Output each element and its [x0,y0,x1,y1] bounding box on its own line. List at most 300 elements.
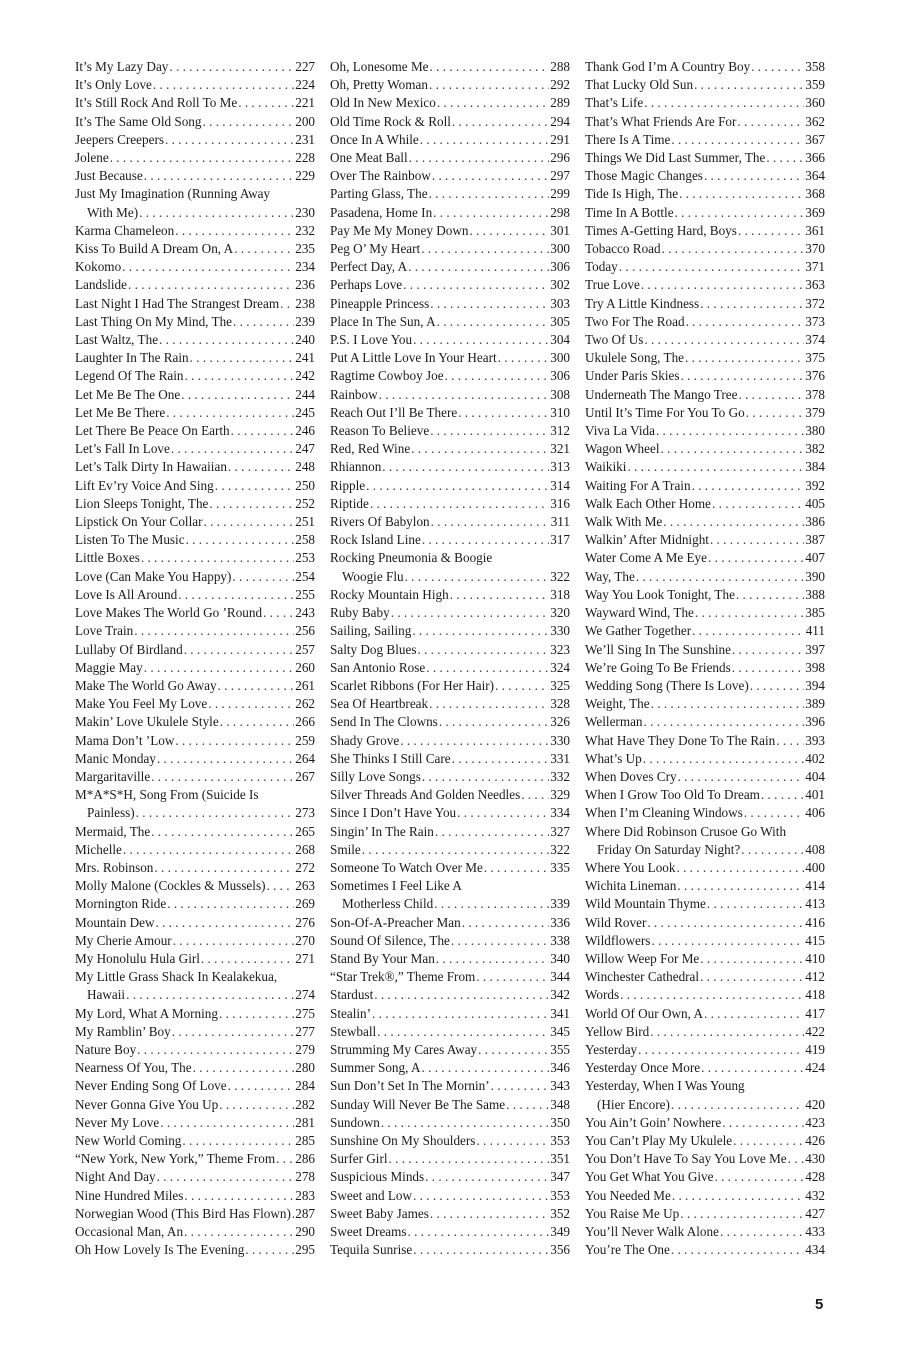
index-entry-line [330,1132,570,1150]
index-column-1 [75,58,315,1259]
page-ref: 407 [805,550,825,566]
page-ref: 330 [550,732,570,748]
page-ref: 405 [805,495,825,511]
index-entry [330,1223,570,1241]
song-title: Oh How Lovely Is The Evening [75,1242,245,1258]
index-entry-line [75,76,315,94]
index-entry-line [330,331,570,349]
dot-leader [704,167,804,185]
page-ref: 394 [805,677,825,693]
song-title: Stardust [330,987,374,1003]
index-entry-line [585,1114,825,1132]
song-title: Mama Don’t ’Low [75,732,175,748]
dot-leader [636,568,804,586]
song-title: Just Because [75,168,143,184]
song-title: Molly Malone (Cockles & Mussels) [75,878,266,894]
page-ref: 367 [805,131,825,147]
index-entry [75,1096,315,1114]
song-title: Sweet Dreams [330,1224,407,1239]
page-ref: 370 [805,241,825,257]
page-ref: 406 [805,805,825,821]
index-entry [330,513,570,531]
index-entry [75,222,315,240]
index-entry [75,1168,315,1186]
page-ref: 330 [550,623,570,639]
dot-leader [151,768,294,786]
index-entry-line [330,1187,570,1205]
dot-leader [766,149,804,167]
page-ref: 270 [295,932,315,948]
dot-leader [422,531,549,549]
song-title: Rocky Mountain High [330,586,449,602]
page-ref: 359 [805,77,825,93]
song-title: Lullaby Of Birdland [75,641,183,657]
dot-leader [381,1114,549,1132]
song-title: Tobacco Road [585,241,661,257]
index-entry-line [75,513,315,531]
song-title: There Is A Time [585,131,671,147]
index-entry [585,1132,825,1150]
song-title: True Love [585,277,640,293]
dot-leader [426,659,549,677]
dot-leader [228,458,294,476]
dot-leader [452,113,549,131]
page-ref: 246 [295,423,315,439]
dot-leader [374,986,549,1004]
index-entry [330,440,570,458]
index-entry-line [585,404,825,422]
song-title: Lion Sleeps Tonight, The [75,495,209,511]
dot-leader [122,258,294,276]
dot-leader [417,641,549,659]
dot-leader [738,386,804,404]
dot-leader [144,659,294,677]
dot-leader [432,167,549,185]
song-title: “Star Trek®,” Theme From [330,969,476,985]
index-entry [330,204,570,222]
index-entry [585,149,825,167]
song-title: Walk With Me [585,514,663,530]
index-entry-line [75,185,315,203]
index-entry-line [585,568,825,586]
song-title: Strumming My Cares Away [330,1041,478,1057]
dot-leader [420,131,549,149]
song-title: Make You Feel My Love [75,696,208,712]
index-entry [75,185,315,221]
page-ref: 277 [295,1023,315,1039]
index-entry-line [330,513,570,531]
dot-leader [647,914,804,932]
index-entry [330,404,570,422]
song-title: Love Makes The World Go ’Round [75,605,263,621]
dot-leader [744,804,804,822]
song-title: We Gather Together [585,623,692,639]
index-entry [330,768,570,786]
index-entry-line [75,422,315,440]
song-title: Sunshine On My Shoulders [330,1132,476,1148]
index-entry [75,695,315,713]
page-ref: 350 [550,1114,570,1130]
index-entry-line [585,458,825,476]
page-ref: 352 [550,1205,570,1221]
dot-leader [656,422,804,440]
dot-leader [228,1077,295,1095]
dot-leader [431,513,550,531]
dot-leader [411,440,549,458]
index-entry-line [330,586,570,604]
song-title: Two For The Road [585,313,685,329]
page-ref: 227 [295,59,315,74]
page-ref: 355 [550,1041,570,1057]
dot-leader [663,513,804,531]
index-entry-line [75,549,315,567]
index-entry-line [330,1005,570,1023]
index-entry-line [330,222,570,240]
dot-leader [676,859,804,877]
index-entry-line [585,823,825,841]
index-entry-line [75,440,315,458]
index-entry [330,1059,570,1077]
song-title: Rivers Of Babylon [330,514,430,530]
page-ref: 251 [295,514,315,530]
song-title: Rhiannon [330,459,382,475]
dot-leader [141,549,294,567]
index-entry [330,1168,570,1186]
page-ref: 396 [805,714,825,730]
index-entry [75,386,315,404]
page-ref: 234 [295,259,315,275]
song-title: Love Is All Around [75,586,178,602]
dot-leader [695,604,804,622]
index-entry-line [585,604,825,622]
page-ref: 229 [295,168,315,184]
song-title: It’s My Lazy Day [75,59,169,74]
page-ref: 343 [550,1078,570,1094]
song-title: Let Me Be The One [75,386,181,402]
index-entry-line [330,1059,570,1077]
dot-leader [761,786,804,804]
song-title: Laughter In The Rain [75,350,189,366]
song-title: Walk Each Other Home [585,495,712,511]
index-entry-line [585,386,825,404]
page-ref: 417 [805,1005,825,1021]
dot-leader [430,1205,549,1223]
song-title: With Me) [87,204,139,220]
dot-leader [722,1114,804,1132]
index-entry [75,677,315,695]
dot-leader [181,386,294,404]
page-ref: 387 [805,532,825,548]
page-ref: 426 [805,1132,825,1148]
page-ref: 361 [805,222,825,238]
index-entry [330,1023,570,1041]
index-entry [330,258,570,276]
dot-leader [707,895,804,913]
index-entry-line [75,386,315,404]
index-entry [585,131,825,149]
page-ref: 433 [805,1224,825,1239]
dot-leader [439,713,549,731]
index-entry [75,1223,315,1241]
index-entry [75,841,315,859]
dot-leader [708,549,804,567]
page-ref: 346 [550,1060,570,1076]
dot-leader [182,1132,294,1150]
index-entry [330,1005,570,1023]
page-ref: 243 [295,605,315,621]
page-ref: 340 [550,950,570,966]
index-entry-line [330,823,570,841]
song-title: You Raise Me Up [585,1205,680,1221]
dot-leader [710,531,804,549]
index-entry [585,1059,825,1077]
page-ref: 228 [295,150,315,166]
page-ref: 390 [805,568,825,584]
page-ref: 318 [550,586,570,602]
index-entry [330,276,570,294]
index-entry-line [75,1114,315,1132]
index-entry [330,131,570,149]
index-entry-line [330,185,570,203]
page-ref: 230 [295,204,315,220]
index-entry-line [75,1005,315,1023]
index-entry [585,386,825,404]
index-entry [585,1077,825,1113]
index-entry [330,914,570,932]
dot-leader [495,677,549,695]
index-entry-line [585,750,825,768]
index-entry-line [330,804,570,822]
index-entry [585,1205,825,1223]
song-title: Let’s Talk Dirty In Hawaiian [75,459,227,475]
index-entry [75,750,315,768]
index-entry [75,1041,315,1059]
dot-leader [434,895,549,913]
page-ref: 303 [550,295,570,311]
dot-leader [700,950,804,968]
index-entry-line [330,786,570,804]
index-entry [75,440,315,458]
index-entry-line [330,295,570,313]
dot-leader [700,968,804,986]
page-ref: 428 [805,1169,825,1185]
index-entry-line [585,477,825,495]
index-entry-line [75,1150,315,1168]
song-title: My Honolulu Hula Girl [75,950,200,966]
song-title: My Ramblin’ Boy [75,1023,171,1039]
page-ref: 224 [295,77,315,93]
page-ref: 236 [295,277,315,293]
song-title: Water Come A Me Eye [585,550,707,566]
song-title: Today [585,259,618,275]
index-entry [585,204,825,222]
index-entry-line [75,895,315,913]
index-entry [75,1241,315,1259]
page-ref: 348 [550,1096,570,1112]
dot-leader [234,240,294,258]
index-entry-line [75,732,315,750]
dot-leader [408,258,549,276]
song-title: Nature Boy [75,1041,137,1057]
song-title: Someone To Watch Over Me [330,859,483,875]
index-entry-line [585,1041,825,1059]
index-entry-line [75,641,315,659]
dot-leader [292,1205,294,1223]
index-entry-line [585,367,825,385]
dot-leader [484,859,549,877]
song-title: Last Waltz, The [75,332,159,348]
dot-leader [732,659,804,677]
index-entry [330,495,570,513]
page-ref: 266 [295,714,315,730]
index-entry [330,1187,570,1205]
dot-leader [650,1023,804,1041]
index-entry [75,367,315,385]
page-ref: 287 [295,1205,315,1221]
song-title: You’re The One [585,1242,670,1258]
dot-leader [678,768,805,786]
dot-leader [405,568,550,586]
song-title: “New York, New York,” Theme From [75,1151,276,1167]
index-entry [330,549,570,585]
index-entry [75,1132,315,1150]
song-title: Summer Song, A [330,1060,421,1076]
index-entry-line [330,750,570,768]
song-title: Sun Don’t Set In The Mornin’ [330,1078,490,1094]
song-title: You Can’t Play My Ukulele [585,1132,733,1148]
page-ref: 291 [550,131,570,147]
index-entry [75,932,315,950]
song-title: Oh, Lonesome Me [330,59,429,74]
page-ref: 347 [550,1169,570,1185]
index-entry-line [330,477,570,495]
page-ref: 256 [295,623,315,639]
index-entry [75,458,315,476]
song-title: Mrs. Robinson [75,859,154,875]
song-title: Time In A Bottle [585,204,674,220]
index-entry-line [585,240,825,258]
page-ref: 231 [295,131,315,147]
page-ref: 379 [805,404,825,420]
index-entry [585,531,825,549]
dot-leader [422,768,549,786]
page-ref: 294 [550,113,570,129]
song-title: You Ain’t Goin’ Nowhere [585,1114,722,1130]
page-ref: 321 [550,441,570,457]
song-title: It’s Still Rock And Roll To Me [75,95,238,111]
index-entry [585,1168,825,1186]
index-entry-line [585,786,825,804]
song-title: Last Night I Had The Strangest Dream [75,295,280,311]
index-entry-line [330,950,570,968]
dot-leader [184,1187,294,1205]
index-entry [75,113,315,131]
index-entry [585,604,825,622]
index-entry [75,914,315,932]
page-ref: 267 [295,768,315,784]
index-entry [75,859,315,877]
page-ref: 323 [550,641,570,657]
song-title: Never Gonna Give You Up [75,1096,219,1112]
dot-leader [123,841,294,859]
page-ref: 302 [550,277,570,293]
index-entry [330,1114,570,1132]
song-title: It’s The Same Old Song [75,113,202,129]
index-entry [330,167,570,185]
page-ref: 264 [295,750,315,766]
page-ref: 278 [295,1169,315,1185]
index-entry [585,641,825,659]
dot-leader [685,349,804,367]
page-ref: 356 [550,1242,570,1258]
index-entry [330,604,570,622]
index-entry [585,1005,825,1023]
page-ref: 308 [550,386,570,402]
index-entry [585,513,825,531]
song-title: Pasadena, Home In [330,204,433,220]
index-entry-line [75,477,315,495]
dot-leader [208,695,294,713]
song-title: Reason To Believe [330,423,430,439]
page-ref: 325 [550,677,570,693]
page-ref: 244 [295,386,315,402]
index-entry [585,222,825,240]
index-entry [330,950,570,968]
song-title: Little Boxes [75,550,140,566]
index-entry-line [75,1023,315,1041]
index-entry [330,1077,570,1095]
index-entry-line [330,768,570,786]
index-entry [75,276,315,294]
index-entry [75,823,315,841]
index-entry-line [330,458,570,476]
index-entry [330,477,570,495]
song-title: Painless) [87,805,135,821]
index-entry [75,58,315,76]
index-entry [75,968,315,1004]
index-entry [75,167,315,185]
page-ref: 298 [550,204,570,220]
song-title: Just My Imagination (Running Away [75,186,271,202]
index-entry-line [585,1187,825,1205]
page-ref: 238 [295,295,315,311]
song-title: Yesterday Once More [585,1060,701,1076]
song-title: Sea Of Heartbreak [330,696,429,712]
index-entry-line [75,586,315,604]
song-title: Surfer Girl [330,1151,388,1167]
page-ref: 401 [805,787,825,803]
index-entry [75,622,315,640]
index-entry [585,94,825,112]
page-ref: 241 [295,350,315,366]
page-ref: 418 [805,987,825,1003]
index-entry-line [330,94,570,112]
index-entry-line [585,204,825,222]
page-ref: 375 [805,350,825,366]
index-entry-line [75,276,315,294]
page-ref: 388 [805,586,825,602]
dot-leader [231,422,295,440]
song-title: You Don’t Have To Say You Love Me [585,1151,787,1167]
song-title: Under Paris Skies [585,368,680,384]
page-ref: 292 [550,77,570,93]
song-title: Occasional Man, An [75,1224,184,1239]
song-title: Last Thing On My Mind, The [75,313,233,329]
song-title: Two Of Us [585,332,644,348]
page-ref: 363 [805,277,825,293]
song-title: Lipstick On Your Collar [75,514,203,530]
index-entry-line [330,986,570,1004]
